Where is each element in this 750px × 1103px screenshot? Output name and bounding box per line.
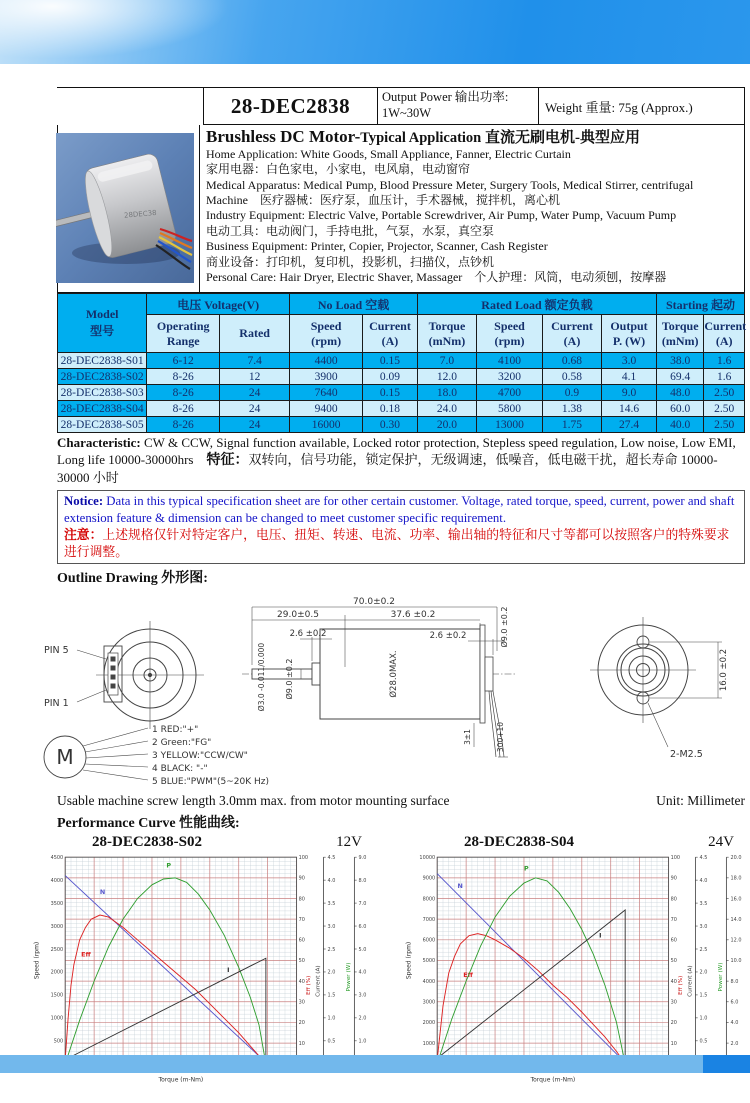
performance-curve-heading: Performance Curve 性能曲线: — [57, 815, 240, 831]
svg-text:8.0: 8.0 — [730, 978, 739, 985]
dim-boss-left: 2.6 ±0.2 — [289, 628, 327, 639]
svg-text:Power (W): Power (W) — [346, 962, 353, 992]
weight-cell: Weight 重量: 75g (Approx.) — [538, 88, 745, 125]
application-line: Industry Equipment: Electric Valve, Portable Screwdriver, Air Pump, Water Pump, Vacuum Pump — [206, 208, 677, 223]
application-title — [206, 126, 740, 147]
wire-legend-1: 1 RED:"+" — [152, 724, 199, 735]
spec-header-group: Starting 起动 — [656, 294, 744, 315]
characteristic-label: Characteristic: — [57, 435, 141, 450]
svg-text:50: 50 — [670, 957, 677, 964]
svg-text:I: I — [227, 965, 230, 974]
spec-value-cell: 5800 — [477, 401, 543, 417]
chart-title-s04: 28-DEC2838-S04 — [464, 833, 575, 850]
svg-text:N: N — [457, 881, 463, 890]
spec-value-cell: 7.4 — [220, 353, 290, 369]
spec-header-sub: Rated — [220, 315, 290, 353]
notice-label: Notice: — [64, 493, 104, 508]
table-row — [58, 385, 745, 401]
spec-value-cell: 8-26 — [147, 385, 220, 401]
spec-header-group: 电压 Voltage(V) — [147, 294, 290, 315]
pin1-label: PIN 1 — [44, 697, 69, 709]
svg-text:2000: 2000 — [422, 1019, 436, 1026]
svg-text:6000: 6000 — [422, 937, 436, 944]
spec-value-cell: 4700 — [477, 385, 543, 401]
svg-text:7.0: 7.0 — [358, 900, 367, 907]
product-header-table — [57, 87, 745, 293]
outline-drawing — [0, 587, 750, 795]
svg-text:20.0: 20.0 — [730, 854, 742, 861]
spec-value-cell: 0.09 — [362, 369, 417, 385]
spec-value-cell: 38.0 — [656, 353, 703, 369]
svg-text:0.5: 0.5 — [699, 1038, 708, 1045]
spec-header-model: Model 型号 — [58, 294, 147, 353]
spec-value-cell: 4.1 — [602, 369, 657, 385]
svg-text:30: 30 — [670, 999, 677, 1006]
spec-table-body — [58, 353, 745, 433]
svg-text:70: 70 — [298, 916, 305, 923]
spec-table — [57, 293, 745, 433]
svg-text:60: 60 — [670, 937, 677, 944]
side-rear-boss — [485, 657, 493, 691]
spec-header-group: Rated Load 额定负载 — [417, 294, 656, 315]
svg-text:8000: 8000 — [422, 895, 436, 902]
svg-text:4.5: 4.5 — [327, 854, 336, 861]
svg-text:5.0: 5.0 — [358, 946, 367, 953]
svg-text:Torque (m-Nm): Torque (m-Nm) — [158, 1075, 204, 1083]
application-title-mid: Typical Application — [360, 130, 482, 146]
svg-text:2000: 2000 — [50, 969, 64, 976]
svg-text:14.0: 14.0 — [730, 916, 742, 923]
svg-text:12.0: 12.0 — [730, 937, 742, 944]
spec-value-cell: 60.0 — [656, 401, 703, 417]
svg-text:6.0: 6.0 — [730, 999, 739, 1006]
spec-value-cell: 12 — [220, 369, 290, 385]
spec-value-cell: 16000 — [290, 417, 363, 433]
wire-legend-3: 3 YELLOW:"CCW/CW" — [152, 750, 248, 761]
spec-header-sub: Torque (mNm) — [656, 315, 703, 353]
application-list — [206, 147, 740, 285]
wire-legend-2: 2 Green:"FG" — [152, 737, 212, 748]
svg-text:3.5: 3.5 — [327, 900, 336, 907]
spec-value-cell: 9400 — [290, 401, 363, 417]
spec-value-cell: 7.0 — [417, 353, 476, 369]
notice-label-cn: 注意： — [64, 527, 103, 542]
application-line: 电动工具：电动阀门，手持电批，气泵，水泵，真空泵 — [206, 223, 495, 238]
characteristic-paragraph — [57, 435, 745, 487]
spec-header-sub: Speed (rpm) — [290, 315, 363, 353]
application-cell — [199, 125, 745, 292]
spec-value-cell: 40.0 — [656, 417, 703, 433]
svg-text:3.0: 3.0 — [327, 923, 336, 930]
spec-value-cell: 24 — [220, 401, 290, 417]
side-hub — [312, 663, 320, 685]
output-power-label: Output Power 输出功率: — [382, 90, 509, 104]
svg-text:20: 20 — [298, 1019, 305, 1026]
svg-text:Current (A): Current (A) — [315, 964, 322, 997]
svg-text:Power (W): Power (W) — [718, 962, 725, 992]
spec-value-cell: 27.4 — [602, 417, 657, 433]
spec-value-cell: 2.50 — [704, 385, 745, 401]
spec-value-cell: 24 — [220, 417, 290, 433]
svg-text:2.0: 2.0 — [730, 1040, 739, 1047]
dim-body-length: 37.6 ±0.2 — [390, 609, 436, 620]
dim-rear-boss-dia: Ø9.0 ±0.2 — [500, 606, 509, 648]
svg-text:10: 10 — [670, 1040, 677, 1047]
svg-text:1.0: 1.0 — [327, 1015, 336, 1022]
table-row — [58, 417, 745, 433]
svg-text:1.5: 1.5 — [699, 992, 708, 999]
svg-text:I: I — [599, 931, 602, 940]
dim-screw-len: 3±1 — [463, 728, 472, 745]
svg-text:10.0: 10.0 — [730, 957, 742, 964]
model-cell: 28-DEC2838-S04 — [58, 401, 147, 417]
svg-text:3.0: 3.0 — [699, 923, 708, 930]
spec-value-cell: 3900 — [290, 369, 363, 385]
spec-value-cell: 0.30 — [362, 417, 417, 433]
svg-text:3.0: 3.0 — [358, 992, 367, 999]
application-line: Home Application: White Goods, Small Appliance, Fanner, Electric Curtain — [206, 147, 571, 161]
product-title-row — [57, 88, 745, 125]
svg-text:8.0: 8.0 — [358, 877, 367, 884]
svg-text:4000: 4000 — [50, 877, 64, 884]
application-line: Business Equipment: Printer, Copier, Projector, Scanner, Cash Register — [206, 239, 548, 254]
svg-text:16.0: 16.0 — [730, 895, 742, 902]
motor-symbol-label: M — [56, 744, 74, 769]
svg-text:2.0: 2.0 — [699, 969, 708, 976]
notice-text-cn: 上述规格仅针对特定客户，电压、扭矩、转速、电流、功率、输出轴的特征和尺寸等都可以按照客户的特殊要求进行调整。 — [64, 527, 730, 559]
svg-text:100: 100 — [670, 854, 681, 861]
characteristic-text-en: CW & CCW, Signal function available, Locked rotor protection, Stepless speed regulation, Low noise, Low EMI, Long life 10000-30000hrs — [57, 435, 736, 467]
svg-text:Eff: Eff — [81, 949, 91, 958]
bottom-banner-accent — [703, 1055, 750, 1073]
spec-value-cell: 6-12 — [147, 353, 220, 369]
spec-value-cell: 0.15 — [362, 353, 417, 369]
spec-header-sub: Torque (mNm) — [417, 315, 476, 353]
spec-value-cell: 4400 — [290, 353, 363, 369]
svg-text:100: 100 — [298, 854, 309, 861]
spec-value-cell: 0.68 — [542, 353, 601, 369]
model-cell: 28-DEC2838-S02 — [58, 369, 147, 385]
svg-text:30: 30 — [298, 999, 305, 1006]
title-row-blank — [57, 88, 203, 125]
outline-note-row — [57, 793, 745, 809]
top-banner — [0, 0, 750, 64]
spec-value-cell: 8-26 — [147, 401, 220, 417]
svg-text:20: 20 — [670, 1019, 677, 1026]
spec-value-cell: 8-26 — [147, 417, 220, 433]
application-line: Medical Apparatus: Medical Pump, Blood Pressure Meter, Surgery Tools, Medical Stirrer, centrifugal — [206, 177, 694, 192]
spec-value-cell: 24.0 — [417, 401, 476, 417]
dim-boss-right: 2.6 ±0.2 — [429, 630, 467, 641]
dim-body-dia: Ø28.0MAX. — [389, 649, 399, 698]
spec-value-cell: 20.0 — [417, 417, 476, 433]
svg-text:9000: 9000 — [422, 875, 436, 882]
svg-text:Eff: Eff — [463, 970, 473, 979]
svg-text:2.0: 2.0 — [358, 1015, 367, 1022]
spec-header-sub: Operating Range — [147, 315, 220, 353]
svg-text:2.5: 2.5 — [327, 946, 336, 953]
svg-text:P: P — [166, 861, 172, 870]
notice-text-en: Data in this typical specification sheet are for other certain customer. Voltage, rated torque, speed, current, power and shaft extension feature & dimension can be changed to meet customer specific requirement. — [64, 493, 735, 525]
svg-text:Eff (%): Eff (%) — [305, 975, 312, 995]
spec-value-cell: 0.18 — [362, 401, 417, 417]
svg-text:90: 90 — [298, 875, 305, 882]
svg-text:18.0: 18.0 — [730, 875, 742, 882]
application-title-en: Brushless DC Motor- — [206, 127, 361, 146]
dim-wire-len: 300+10 — [496, 721, 505, 752]
svg-text:60: 60 — [298, 937, 305, 944]
spec-value-cell: 18.0 — [417, 385, 476, 401]
svg-text:40: 40 — [670, 978, 677, 985]
svg-text:N: N — [99, 887, 106, 896]
motor-print: 28DEC38 — [123, 208, 157, 220]
output-power-value: 1W~30W — [382, 105, 432, 120]
spec-value-cell: 7640 — [290, 385, 363, 401]
product-model-title: 28-DEC2838 — [203, 88, 377, 125]
svg-text:9.0: 9.0 — [358, 854, 367, 861]
product-photo-cell — [57, 125, 199, 292]
spec-value-cell: 48.0 — [656, 385, 703, 401]
chart-voltage-s02: 12V — [336, 833, 362, 850]
spec-value-cell: 4100 — [477, 353, 543, 369]
svg-text:Eff (%): Eff (%) — [677, 975, 684, 995]
dim-screw-spec: 2-M2.5 — [670, 748, 703, 760]
notice-box — [57, 490, 745, 564]
dim-front-boss-dia: Ø9.0 ±0.2 — [285, 658, 294, 700]
svg-text:1.0: 1.0 — [699, 1015, 708, 1022]
svg-text:Speed (rpm): Speed (rpm) — [33, 941, 41, 979]
svg-text:50: 50 — [298, 957, 305, 964]
application-line: 家用电器：白色家电，小家电，电风扇，电动窗帘 — [206, 162, 471, 177]
wire-legend-4: 4 BLACK: "-" — [152, 763, 208, 774]
svg-text:4.0: 4.0 — [699, 877, 708, 884]
side-flange — [480, 625, 485, 723]
svg-text:3500: 3500 — [50, 900, 64, 907]
chart-title-s02: 28-DEC2838-S02 — [92, 833, 203, 850]
product-photo — [56, 133, 194, 283]
spec-header-sub: Speed (rpm) — [477, 315, 543, 353]
bottom-banner — [0, 1055, 750, 1073]
svg-text:70: 70 — [670, 916, 677, 923]
product-body-row — [57, 125, 745, 292]
spec-value-cell: 1.38 — [542, 401, 601, 417]
svg-text:Speed (rpm): Speed (rpm) — [405, 941, 413, 979]
svg-text:4.0: 4.0 — [358, 969, 367, 976]
spec-value-cell: 24 — [220, 385, 290, 401]
outline-drawing-heading: Outline Drawing 外形图: — [57, 570, 208, 586]
spec-value-cell: 9.0 — [602, 385, 657, 401]
svg-text:Current (A): Current (A) — [687, 964, 694, 997]
svg-text:Torque (m-Nm): Torque (m-Nm) — [530, 1075, 576, 1083]
svg-text:2.5: 2.5 — [699, 946, 708, 953]
table-row — [58, 401, 745, 417]
svg-text:40: 40 — [298, 978, 305, 985]
svg-text:500: 500 — [53, 1038, 64, 1045]
spec-value-cell: 0.58 — [542, 369, 601, 385]
spec-value-cell: 1.75 — [542, 417, 601, 433]
spec-value-cell: 8-26 — [147, 369, 220, 385]
spec-header-sub: Current (A) — [542, 315, 601, 353]
spec-header-sub: Output P. (W) — [602, 315, 657, 353]
spec-value-cell: 69.4 — [656, 369, 703, 385]
application-line: Machine 医疗器械：医疗泵，血压计，手术器械，搅拌机，离心机 — [206, 193, 560, 208]
spec-value-cell: 1.6 — [704, 369, 745, 385]
wire-legend-5: 5 BLUE:"PWM"(5~20K Hz) — [152, 776, 269, 787]
characteristic-label-cn: 特征： — [206, 452, 249, 468]
pin5-label: PIN 5 — [44, 644, 69, 656]
spec-header-group: No Load 空载 — [290, 294, 418, 315]
dim-front-length: 29.0±0.5 — [277, 609, 319, 620]
svg-text:1500: 1500 — [50, 992, 64, 999]
application-line: 商业设备：打印机，复印机，投影机，扫描仪，点钞机 — [206, 254, 495, 269]
application-line: Personal Care: Hair Dryer, Electric Shaver, Massager 个人护理：风筒，电动须刨，按摩器 — [206, 269, 667, 284]
spec-value-cell: 14.6 — [602, 401, 657, 417]
spec-header-sub: Current (A) — [704, 315, 745, 353]
svg-text:80: 80 — [670, 895, 677, 902]
spec-value-cell: 0.15 — [362, 385, 417, 401]
characteristic-text-cn: 双转向，信号功能，锁定保护，无级调速，低噪音，低电磁干扰，超长寿命 10000-30000 小时 — [57, 451, 718, 486]
svg-text:6.0: 6.0 — [358, 923, 367, 930]
application-title-cn: 直流无刷电机-典型应用 — [481, 130, 640, 146]
svg-text:2500: 2500 — [50, 946, 64, 953]
spec-value-cell: 13000 — [477, 417, 543, 433]
spec-value-cell: 2.50 — [704, 401, 745, 417]
dim-shaft-dia: Ø3.0 -0.011/0.000 — [257, 642, 266, 711]
svg-text:4.0: 4.0 — [730, 1019, 739, 1026]
svg-text:3000: 3000 — [50, 923, 64, 930]
table-row — [58, 369, 745, 385]
svg-text:90: 90 — [670, 875, 677, 882]
table-row — [58, 353, 745, 369]
model-cell: 28-DEC2838-S03 — [58, 385, 147, 401]
svg-text:80: 80 — [298, 895, 305, 902]
svg-text:4.5: 4.5 — [699, 854, 708, 861]
svg-text:1.0: 1.0 — [358, 1038, 367, 1045]
svg-text:7000: 7000 — [422, 916, 436, 923]
svg-text:2.0: 2.0 — [327, 969, 336, 976]
spec-value-cell: 3200 — [477, 369, 543, 385]
screw-length-note: Usable machine screw length 3.0mm max. from motor mounting surface — [57, 792, 450, 808]
svg-text:4.0: 4.0 — [327, 877, 336, 884]
spec-value-cell: 2.50 — [704, 417, 745, 433]
svg-text:1.5: 1.5 — [327, 992, 336, 999]
svg-text:5000: 5000 — [422, 957, 436, 964]
spec-value-cell: 1.6 — [704, 353, 745, 369]
model-cell: 28-DEC2838-S01 — [58, 353, 147, 369]
svg-text:1000: 1000 — [422, 1040, 436, 1047]
svg-text:3000: 3000 — [422, 999, 436, 1006]
spec-value-cell: 3.0 — [602, 353, 657, 369]
side-body — [320, 629, 480, 719]
output-power-cell — [377, 88, 538, 125]
spec-sheet — [33, 87, 747, 1103]
svg-text:10000: 10000 — [419, 854, 436, 861]
spec-value-cell: 0.9 — [542, 385, 601, 401]
svg-text:0.5: 0.5 — [327, 1038, 336, 1045]
svg-text:3.5: 3.5 — [699, 900, 708, 907]
dim-hole-spacing: 16.0 ±0.2 — [719, 648, 729, 691]
chart-voltage-s04: 24V — [708, 833, 734, 850]
spec-table-head — [58, 294, 745, 353]
svg-text:P: P — [523, 864, 529, 873]
svg-text:4500: 4500 — [50, 854, 64, 861]
spec-value-cell: 12.0 — [417, 369, 476, 385]
dim-total-length: 70.0±0.2 — [353, 596, 395, 607]
svg-text:1000: 1000 — [50, 1015, 64, 1022]
spec-header-sub: Current (A) — [362, 315, 417, 353]
unit-label: Unit: Millimeter — [656, 792, 745, 808]
svg-text:4000: 4000 — [422, 978, 436, 985]
svg-text:10: 10 — [298, 1040, 305, 1047]
model-cell: 28-DEC2838-S05 — [58, 417, 147, 433]
